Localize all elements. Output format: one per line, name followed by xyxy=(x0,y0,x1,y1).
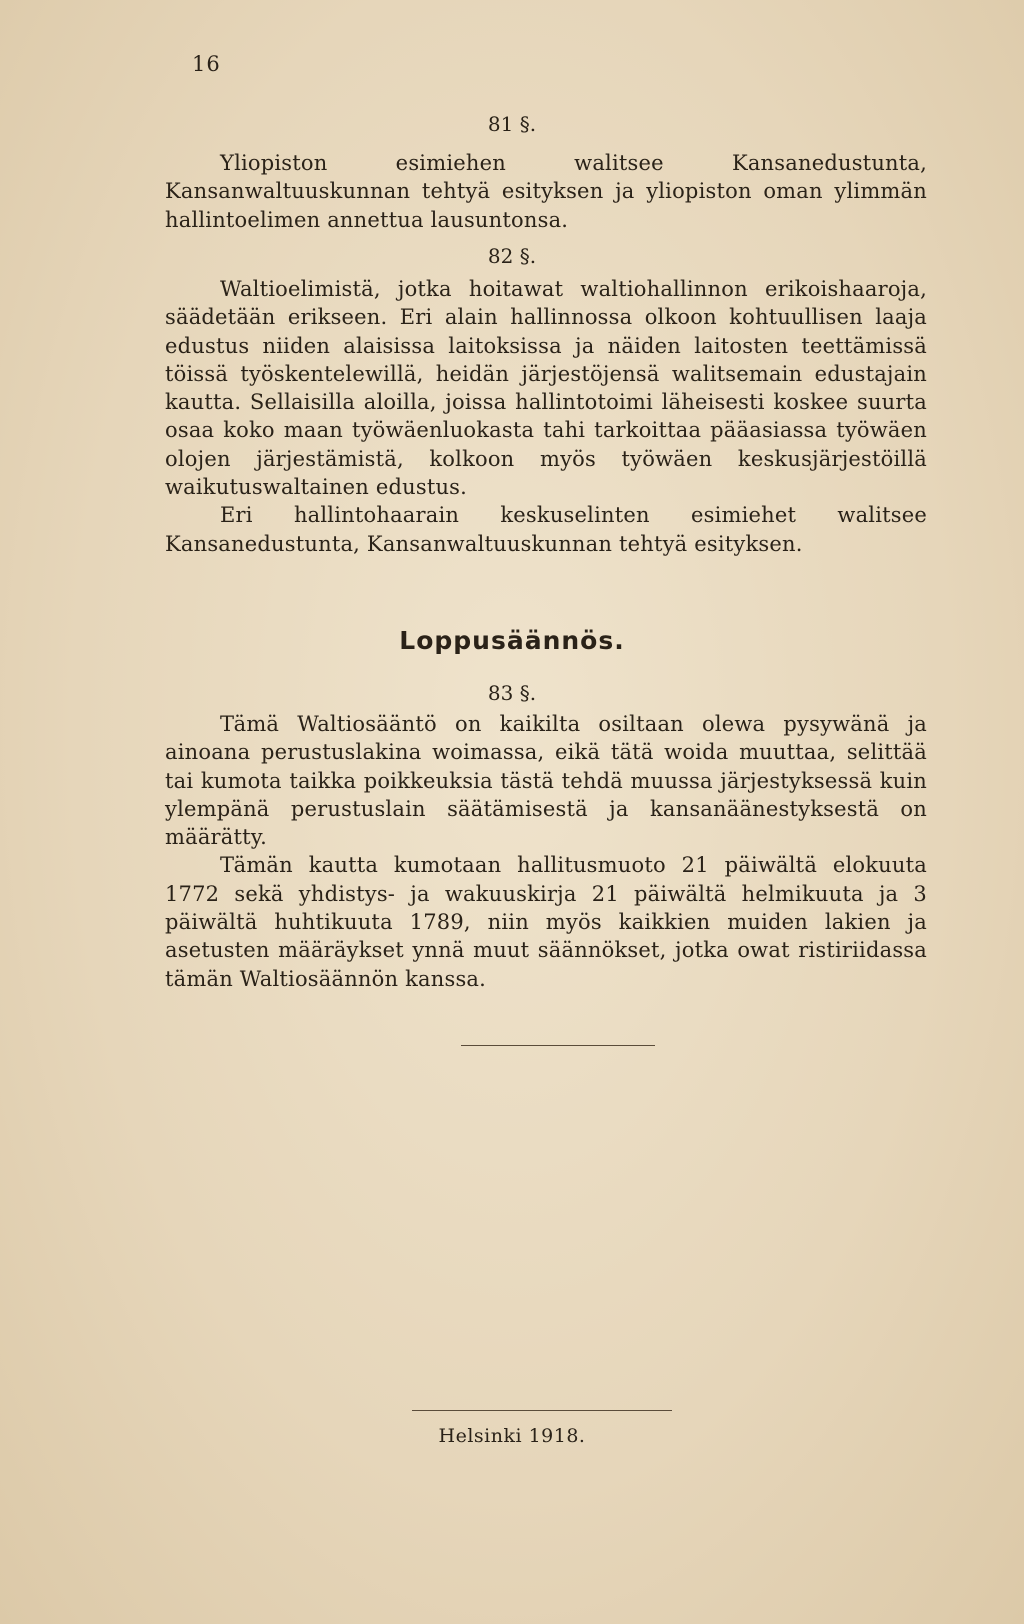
section-82-body xyxy=(165,275,927,558)
paragraph: Tämä Waltiosääntö on kaikilta osiltaan olewa pysywänä ja ainoana perustuslakina woimassa, eikä tätä woida muuttaa, selittää tai kumota taikka poikkeuksia tästä tehdä muussa järjestyksessä kuin ylempänä perustuslain säätämisestä ja kansanäänestyksestä on määrätty. xyxy=(165,712,927,850)
imprint: Helsinki 1918. xyxy=(438,1425,586,1447)
section-83-body xyxy=(165,710,927,993)
chapter-heading: Loppusäännös. xyxy=(399,626,625,655)
imprint-rule xyxy=(412,1410,672,1411)
paragraph: Yliopiston esimiehen walitsee Kansanedustunta, Kansanwaltuuskunnan tehtyä esityksen ja yliopiston oman ylimmän hallintoelimen annettua lausuntonsa. xyxy=(165,151,927,232)
paragraph: Eri hallintohaarain keskuselinten esimiehet walitsee Kansanedustunta, Kansanwaltuuskunnan tehtyä esityksen. xyxy=(165,503,927,556)
section-mark-83: 83 §. xyxy=(487,681,537,705)
section-mark-81: 81 §. xyxy=(487,112,537,136)
divider-rule xyxy=(461,1045,655,1046)
paragraph: Waltioelimistä, jotka hoitawat waltiohallinnon erikoishaaroja, säädetään erikseen. Eri alain hallinnossa olkoon kohtuullisen laaja edustus niiden alaisissa laitoksissa ja näiden laitosten teettämissä töissä työskentelewillä, heidän järjestöjensä walitsemain edustajain kautta. Sellaisilla aloilla, joissa hallintotoimi läheisesti koskee suurta osaa koko maan työwäenluokasta tahi tarkoittaa pääasiassa työwäen olojen järjestämistä, kolkoon myös työwäen keskusjärjestöillä waikutuswaltainen edustus. xyxy=(165,277,927,500)
page-number: 16 xyxy=(192,52,221,76)
section-81-body xyxy=(165,149,927,234)
section-mark-82: 82 §. xyxy=(487,244,537,268)
paragraph: Tämän kautta kumotaan hallitusmuoto 21 päiwältä elokuuta 1772 sekä yhdistys- ja wakuuskirja 21 päiwältä helmikuuta ja 3 päiwältä huhtikuuta 1789, niin myös kaikkien muiden lakien ja asetusten määräykset ynnä muut säännökset, jotka owat ristiriidassa tämän Waltiosäännön kanssa. xyxy=(165,853,927,991)
